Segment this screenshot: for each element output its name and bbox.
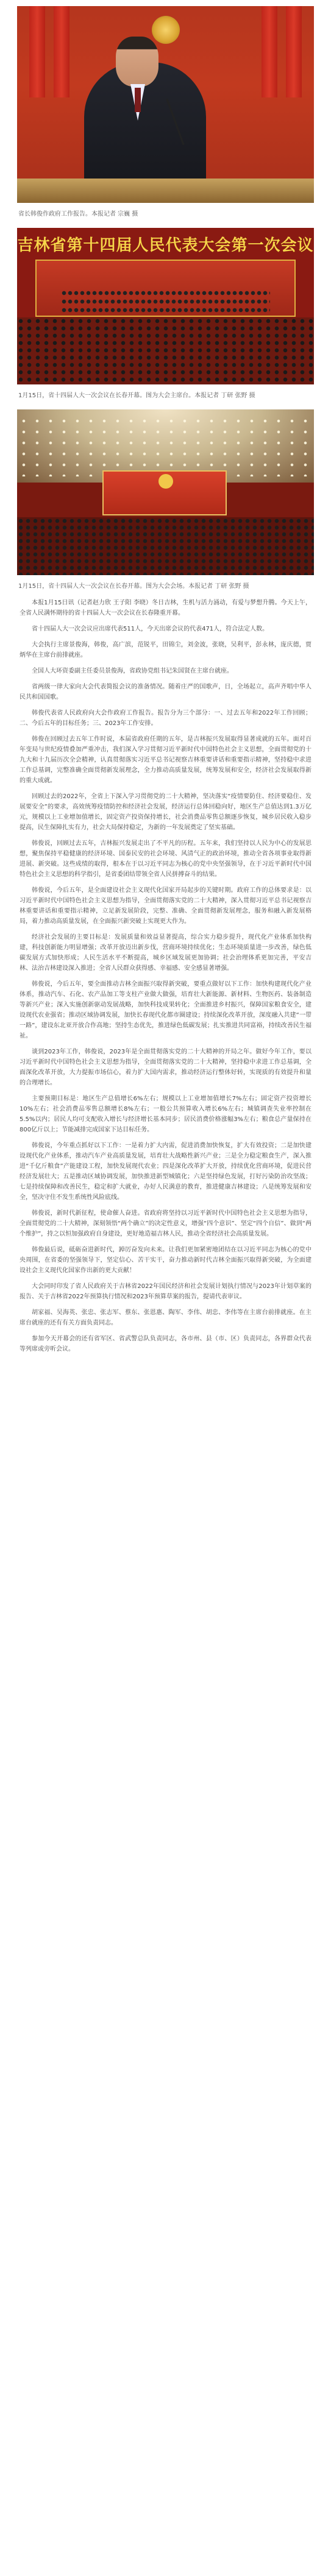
article-paragraph: 省两级一律大家向大会代表简报会议的准备情况。随着庄严的国歌声，日，全场起立，高声齐唱中华人民共和国国歌。 [20, 684, 311, 701]
news-page [0, 6, 331, 2576]
article-paragraph: 经济社会发展的主要目标是：发展质量和效益显著提高，综合实力稳步提升，现代化产业体系加快构建，科技创新能力明显增强；改革开放迈出新步伐，营商环境持续优化；生态环境质量进一步改善，绿色低碳发展方式加快形成；人民生活水平不断提高，城乡区域发展更加协调；社会治理体系更加完善，平安吉林、法治吉林建设深入推进；全省人民群众获得感、幸福感、安全感显著增强。 [20, 934, 311, 972]
article-body [0, 598, 331, 1354]
article-paragraph: 韩俊最后说，砥砺奋进新时代，踔厉奋发向未来。让我们更加紧密地团结在以习近平同志为核心的党中央周围，在省委的坚强领导下，坚定信心、苦干实干，奋力推动新时代吉林全面振兴取得新突破，为全面建设社会主义现代化国家作出新的更大贡献！ [20, 1247, 311, 1274]
article-paragraph: 回顾过去的2022年，全省上下深入学习贯彻党的二十大精神，坚决落实“疫情要防住、经济要稳住、发展要安全”的要求，高效统筹疫情防控和经济社会发展，经济运行总体回稳向好，地区生产总值达到1.3万亿元，规模以上工业增加值增长，固定资产投资保持增长，社会消费品零售总额逐步恢复，城乡居民收入稳步提高，民生保障扎实有力，社会大局保持稳定，为新的一年发展奠定了坚实基础。 [20, 793, 311, 831]
assembly-hall-photo [17, 228, 314, 384]
national-emblem-icon [152, 16, 180, 44]
photo3-caption: 1月15日，省十四届人大一次会议在长春开幕。图为大会会场。本报记者 丁研 张野 摄 [18, 583, 249, 590]
article-paragraph: 韩俊说，新时代新征程，使命催人奋进。省政府将坚持以习近平新时代中国特色社会主义思想为指导，全面贯彻党的二十大精神，深刻领悟“两个确立”的决定性意义，增强“四个意识”、坚定“四个自信”、做到“两个维护”，持之以恒加强政府自身建设，更好地造福吉林人民，推动全省经济社会高质量发展。 [20, 1210, 311, 1237]
photo2-caption: 1月15日，省十四届人大一次会议在长春开幕。图为大会主席台。本报记者 丁研 张野 摄 [18, 392, 255, 399]
photo1-caption: 省长韩俊作政府工作报告。本报记者 宗巍 摄 [18, 211, 138, 218]
article-paragraph: 胡家福、吴海英、张忠、张志军、蔡东、张恩惠、陶军、李伟、胡忠、李伟等在主席台前排就座。在主席台就座的还有有关方面负责同志。 [20, 1309, 311, 1326]
article-paragraph: 韩俊说，今后五年，是全面建设社会主义现代化国家开局起步的关键时期。政府工作的总体要求是：以习近平新时代中国特色社会主义思想为指导，全面贯彻落实党的二十大精神，深入贯彻习近平总书记视察吉林重要讲话和重要指示精神，立足新发展阶段，完整、准确、全面贯彻新发展理念，服务和融入新发展格局，着力推动高质量发展，在全面振兴新突破上实现更大作为。 [20, 887, 311, 925]
speaker-photo [17, 6, 314, 203]
article-paragraph: 主要预期目标是：地区生产总值增长6%左右；规模以上工业增加值增长7%左右；固定资产投资增长10%左右；社会消费品零售总额增长8%左右；一般公共预算收入增长6%左右；城镇调查失业率控制在5.5%以内；居民人均可支配收入增长与经济增长基本同步；居民消费价格涨幅3%左右；粮食总产量保持在800亿斤以上；节能减排完成国家下达目标任务。 [20, 1095, 311, 1133]
article-paragraph: 全国人大环资委副主任委员景俊海，省政协党组书记朱国贤在主席台就座。 [32, 668, 233, 674]
article-paragraph: 谈到2023年工作，韩俊说，2023年是全面贯彻落实党的二十大精神的开局之年。做好今年工作，要以习近平新时代中国特色社会主义思想为指导，全面贯彻落实党的二十大精神，坚持稳中求进工作总基调，全面深化改革开放，大力提振市场信心，着力扩大国内需求，推动经济运行整体好转，实现质的有效提升和量的合理增长。 [20, 1049, 311, 1086]
national-emblem-icon [158, 474, 173, 489]
article-paragraph: 韩俊说，回顾过去五年，吉林振兴发展走出了不平凡的历程。五年来，我们坚持以人民为中心的发展思想，聚焦保持平稳健康的经济环境、国泰民安的社会环境、风清气正的政治环境，推动全省各项事业取得新进展、新突破。这些成绩的取得，根本在于以习近平同志为核心的党中央坚强领导，在于习近平新时代中国特色社会主义思想的科学指引，是省委团结带领全省人民拼搏奋斗的结果。 [20, 840, 311, 878]
article-paragraph: 韩俊说，今后五年，要全面推动吉林全面振兴取得新突破，要重点做好以下工作：加快构建现代化产业体系，推动汽车、石化、农产品加工等支柱产业做大做强，培育壮大新能源、新材料、生物医药、装备制造等新兴产业；深入实施创新驱动发展战略，加快科技成果转化；全面推进乡村振兴，保障国家粮食安全，建设现代农业强省；推动区域协调发展，加快长春现代化都市圈建设；持续深化改革开放，深度融入共建“一带一路”，建设东北亚开放合作高地；坚持生态优先，推进绿色低碳发展；扎实推进共同富裕，持续改善民生福祉。 [20, 981, 311, 1039]
article-paragraph: 韩俊说，今年重点抓好以下工作：一是着力扩大内需，促进消费加快恢复，扩大有效投资；二是加快建设现代化产业体系，推动汽车产业高质量发展，培育壮大战略性新兴产业；三是全力稳定粮食生产，深入推进“千亿斤粮食”产能建设工程，加快发展现代农业；四是深化改革扩大开放，持续优化营商环境，促进民营经济发展壮大；五是推动区域协调发展，加快推进新型城镇化；六是坚持绿色发展，打好污染防治攻坚战；七是持续保障和改善民生，稳定和扩大就业，办好人民满意的教育，推进健康吉林建设；八是统筹发展和安全，坚决守住不发生系统性风险底线。 [20, 1142, 311, 1201]
assembly-banner: 吉林省第十四届人民代表大会第一次会议 [17, 236, 314, 255]
article-paragraph: 本报1月15日讯（记者赵力欣 王子阳 李晓）冬日吉林，生机与活力涌动，有爱与梦想升腾。今天上午，全省人民满怀期待的省十四届人大一次会议在长春隆重开幕。 [20, 600, 311, 617]
article-paragraph: 省十四届人大一次会议应出席代表511人，今天出席会议的代表471人，符合法定人数。 [32, 626, 269, 632]
article-paragraph: 韩俊代表省人民政府向大会作政府工作报告。报告分为三个部分：一、过去五年和2022年工作回顾；二、今后五年的目标任务；三、2023年工作安排。 [20, 710, 311, 727]
assembly-panorama-photo [17, 409, 314, 575]
article-paragraph: 韩俊在回顾过去五年工作时说，本届省政府任期的五年，是吉林振兴发展取得显著成就的五年。面对百年变局与世纪疫情叠加严重冲击，我们深入学习贯彻习近平新时代中国特色社会主义思想，全面贯彻党的十九大和十九届历次全会精神，认真贯彻落实习近平总书记视察吉林重要讲话和重要指示精神，坚持稳中求进工作总基调，完整准确全面贯彻新发展理念，全力推动高质量发展，统筹发展和安全，经济社会发展取得新的重大成就。 [20, 736, 311, 784]
article-paragraph: 大会执行主席景俊海，韩俊，高广滨，范锐平，田锦尘，刘金波，张晓，吴利平，彭永林，庞庆德，贾炳华在主席台前排就座。 [20, 642, 311, 659]
article-paragraph: 大会同时印发了省人民政府关于吉林省2022年国民经济和社会发展计划执行情况与2023年计划草案的报告、关于吉林省2022年预算执行情况和2023年预算草案的报告，提请代表审议。 [20, 1283, 311, 1300]
article-paragraph: 参加今天开幕会的还有省军区、省武警总队负责同志，各市州、县（市、区）负责同志，各界群众代表等列席或旁听会议。 [20, 1336, 311, 1353]
